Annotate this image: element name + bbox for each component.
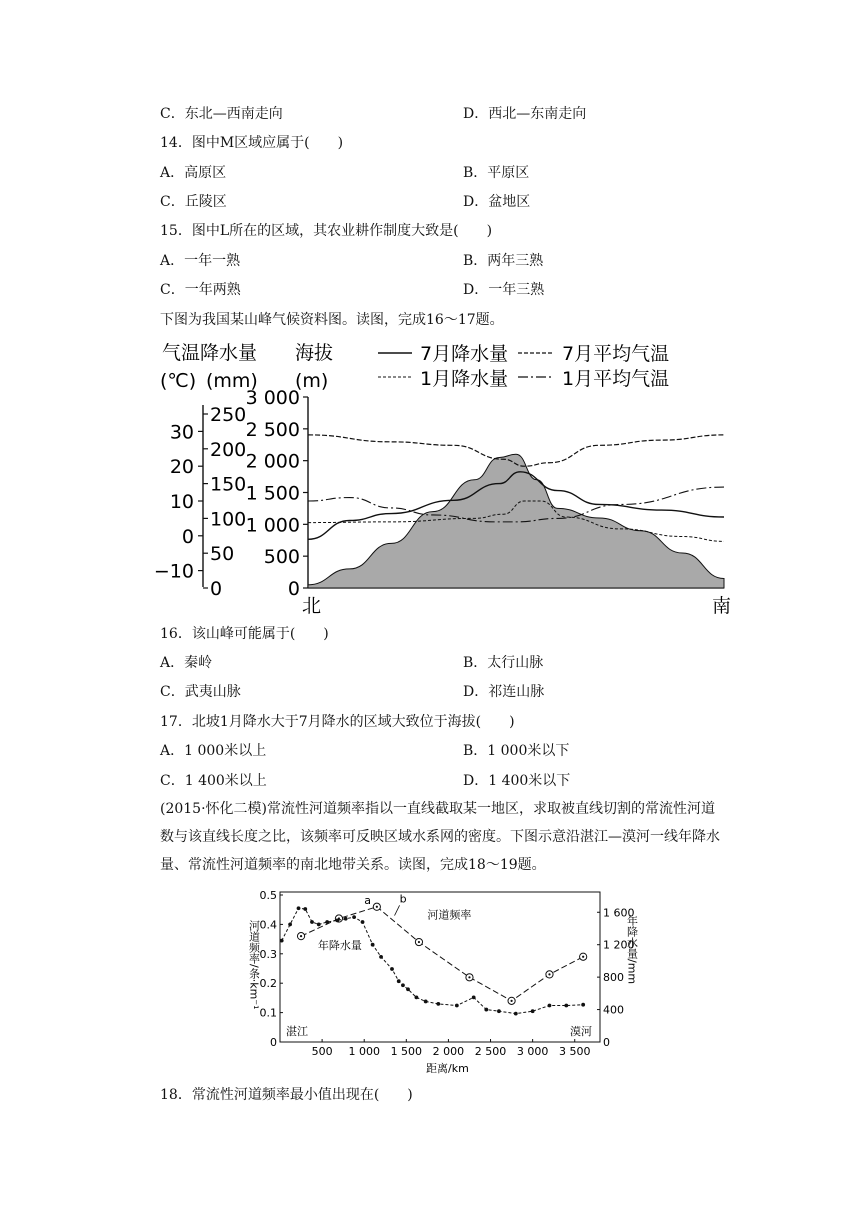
legend-jan-temp: 1月平均气温 — [562, 368, 670, 390]
q14-option-c: C．丘陵区 — [160, 194, 227, 210]
left-tick-label: 0.5 — [259, 889, 277, 902]
q17-option-c: C．1 400米以上 — [160, 773, 267, 789]
xlabel: 距离/km — [426, 1062, 469, 1075]
annual-precip-point — [455, 1004, 459, 1008]
pointer-b — [395, 905, 400, 915]
annual-precip-point — [390, 967, 394, 971]
x-tick-label: 3 500 — [558, 1045, 591, 1058]
river-frequency-point-center — [468, 976, 470, 978]
q13-option-d: D．西北—东南走向 — [463, 106, 587, 122]
annual-precip-point — [531, 1009, 535, 1013]
temp-tick-label: −10 — [153, 560, 194, 583]
river-frequency-chart — [240, 880, 660, 1080]
label-mohe: 漠河 — [570, 1025, 592, 1038]
right-tick-label: 0 — [603, 1036, 610, 1049]
annual-precip-point — [484, 1008, 488, 1012]
x-tick-label: 3 000 — [516, 1045, 549, 1058]
ylabel-left: 河道频率/条·km⁻¹ — [247, 920, 261, 1010]
left-tick-label: 0.1 — [259, 1006, 277, 1020]
annual-precip-point — [397, 979, 401, 983]
left-tick-label: 0.2 — [259, 977, 277, 991]
annual-precip-point — [325, 920, 329, 924]
label-annual-precip: 年降水量 — [317, 938, 362, 952]
temp-tick-label: 20 — [169, 456, 194, 479]
legend-jan-precip: 1月降水量 — [420, 368, 509, 390]
annual-precip-point — [303, 907, 307, 911]
annual-precip-point — [497, 1009, 501, 1013]
elevation-tick-label: 500 — [263, 546, 300, 569]
x-tick-label: 1 500 — [390, 1045, 423, 1058]
unit-temp: (℃) — [160, 370, 197, 392]
annual-precip-point — [514, 1012, 518, 1016]
q17-option-d: D．1 400米以下 — [463, 773, 571, 789]
precip-tick-label: 250 — [210, 404, 247, 426]
river-frequency-point-center — [582, 956, 584, 958]
precip-tick-label: 200 — [210, 438, 247, 461]
precip-tick-label: 50 — [210, 543, 235, 566]
annual-precip-point — [401, 983, 405, 987]
river-frequency-point-center — [510, 1000, 512, 1002]
q16-option-a: A．秦岭 — [160, 655, 213, 671]
q15-option-b: B．两年三熟 — [463, 253, 544, 269]
annual-precip-point — [406, 987, 410, 991]
annual-precip-point — [361, 920, 365, 924]
legend-jul-temp: 7月平均气温 — [562, 343, 670, 365]
q14-stem: 14．图中M区域应属于( ) — [160, 135, 344, 151]
elevation-tick-label: 1 000 — [245, 514, 300, 537]
q16-option-d: D．祁连山脉 — [463, 684, 545, 700]
annual-precip-point — [371, 943, 375, 947]
annual-precip-point — [436, 1002, 440, 1006]
annual-precip-point — [352, 915, 356, 919]
label-river-frequency: 河道频率 — [427, 908, 472, 922]
annual-precip-point — [564, 1004, 568, 1008]
axis-title-elevation: 海拔 — [295, 342, 334, 364]
intro-18-19: (2015·怀化二模)常流性河道频率指以一直线截取某一地区，求取被直线切割的常流性河道数与该直线长度之比，该频率可反映区域水系网的密度。下图示意沿湛江—漠河一线年降水量、常流性河道频率的南北地带关系。读图，完成18～19题。 — [160, 801, 720, 873]
q13-option-c: C．东北—西南走向 — [160, 106, 283, 122]
x-label-south: 南 — [712, 595, 732, 617]
annual-precip-point — [297, 906, 301, 910]
label-a: a — [364, 893, 371, 907]
q15-stem: 15．图中L所在的区域，其农业耕作制度大致是( ) — [160, 223, 493, 239]
annual-precip-point — [548, 1004, 552, 1008]
precip-tick-label: 0 — [210, 578, 223, 600]
mountain-profile-area — [308, 454, 724, 588]
left-tick-label: 0 — [270, 1036, 277, 1049]
q16-stem: 16．该山峰可能属于( ) — [160, 626, 329, 642]
unit-precip: (mm) — [206, 370, 258, 392]
annual-precip-point — [317, 923, 321, 927]
q17-stem: 17．北坡1月降水大于7月降水的区域大致位于海拔( ) — [160, 714, 515, 730]
river-frequency-point-center — [548, 973, 550, 975]
q16-option-c: C．武夷山脉 — [160, 684, 241, 700]
legend-jul-precip: 7月降水量 — [420, 343, 509, 365]
annual-precip-point — [472, 996, 476, 1000]
annual-precip-point — [581, 1003, 585, 1007]
annual-precip-point — [424, 1000, 428, 1004]
elevation-tick-label: 2 500 — [245, 418, 300, 441]
elevation-tick-label: 2 000 — [245, 450, 300, 473]
q16-option-b: B．太行山脉 — [463, 655, 544, 671]
right-tick-label: 1 200 — [603, 938, 635, 952]
q17-option-b: B．1 000米以下 — [463, 743, 570, 759]
river-frequency-point-center — [376, 906, 378, 908]
q18-stem: 18．常流性河道频率最小值出现在( ) — [160, 1087, 413, 1103]
elevation-tick-label: 1 500 — [245, 482, 300, 505]
ylabel-right: 年降水量/mm — [625, 915, 639, 985]
temp-tick-label: 0 — [181, 525, 194, 548]
annual-precip-point — [288, 923, 292, 927]
q17-option-a: A．1 000米以上 — [160, 743, 267, 759]
elevation-tick-label: 3 000 — [245, 387, 300, 409]
intro-16-17: 下图为我国某山峰气候资料图。读图，完成16～17题。 — [160, 312, 504, 328]
unit-elev: (m) — [295, 370, 329, 392]
precip-tick-label: 100 — [210, 508, 247, 531]
annual-precip-point — [379, 955, 383, 959]
label-b: b — [399, 892, 407, 906]
annual-precip-point — [310, 920, 314, 924]
x-tick-label: 500 — [311, 1045, 333, 1058]
river-frequency-point-center — [418, 941, 420, 943]
q14-option-a: A．高原区 — [160, 165, 227, 181]
q14-option-d: D．盆地区 — [463, 194, 531, 210]
precip-tick-label: 150 — [210, 473, 247, 496]
x-label-north: 北 — [302, 595, 322, 617]
mountain-climate-chart — [150, 335, 740, 620]
q15-option-c: C．一年两熟 — [160, 282, 241, 298]
annual-precip-point — [280, 939, 284, 943]
elevation-tick-label: 0 — [287, 578, 300, 600]
axis-title-temp-precip: 气温降水量 — [162, 342, 258, 364]
right-tick-label: 800 — [603, 971, 624, 985]
temp-tick-label: 10 — [169, 491, 194, 513]
left-tick-label: 0.4 — [259, 918, 277, 932]
x-tick-label: 1 000 — [348, 1045, 380, 1058]
x-tick-label: 2 500 — [474, 1045, 507, 1058]
label-zhanjiang: 湛江 — [286, 1025, 308, 1038]
left-tick-label: 0.3 — [259, 947, 277, 961]
x-tick-label: 2 000 — [432, 1045, 465, 1058]
right-tick-label: 1 600 — [603, 906, 635, 920]
q15-option-a: A．一年一熟 — [160, 253, 241, 269]
annual-precip-point — [415, 996, 419, 1000]
annual-precip-point — [344, 917, 348, 921]
temp-tick-label: 30 — [169, 421, 194, 444]
river-frequency-point-center — [300, 935, 302, 937]
q14-option-b: B．平原区 — [463, 165, 530, 181]
q15-option-d: D．一年三熟 — [463, 282, 545, 298]
right-tick-label: 400 — [603, 1003, 624, 1017]
annual-precip-point — [335, 918, 339, 922]
